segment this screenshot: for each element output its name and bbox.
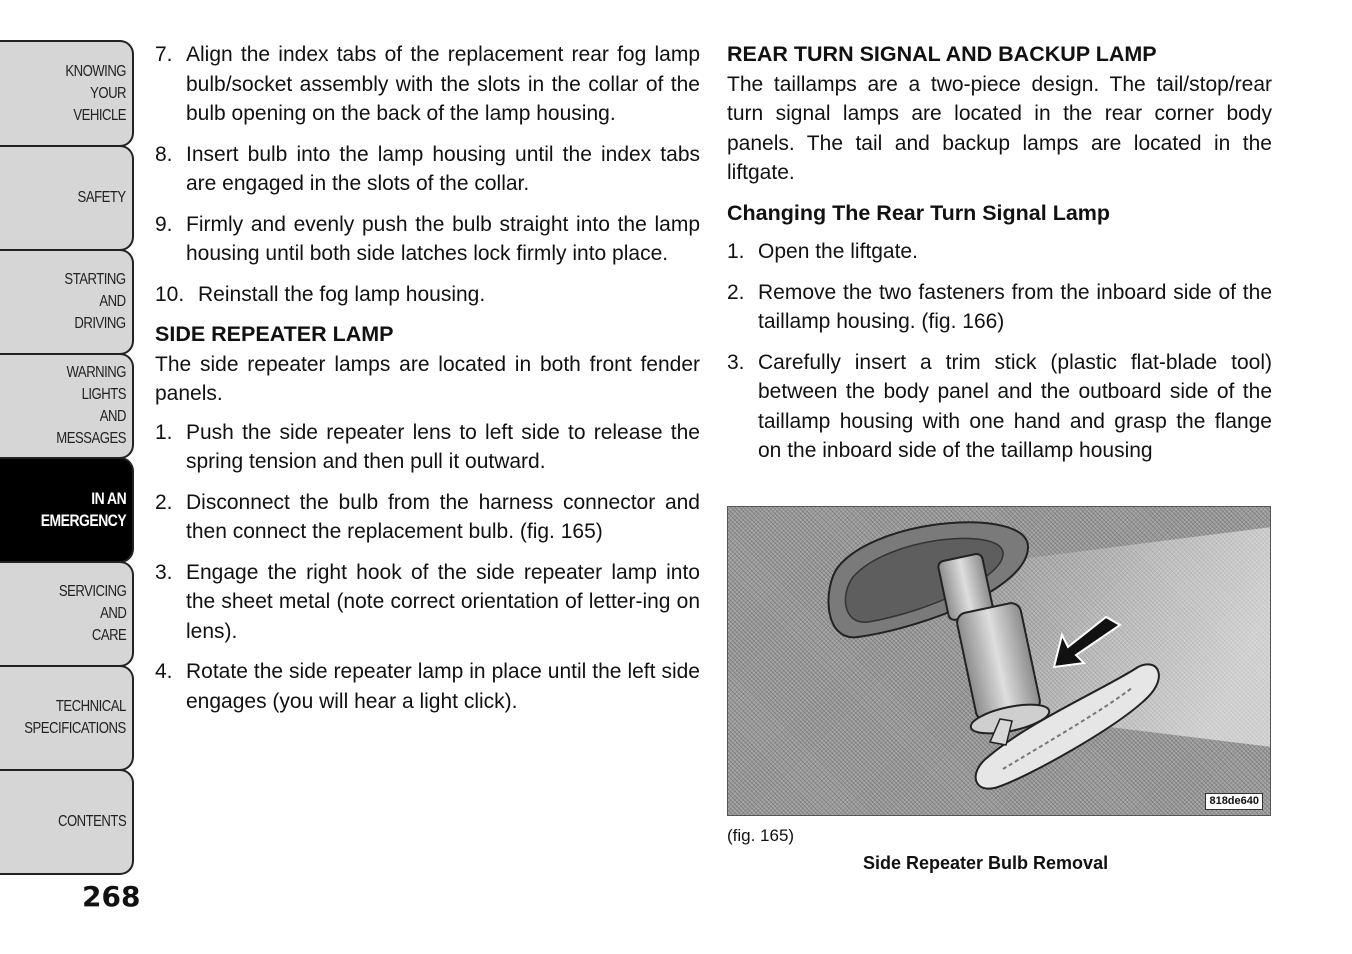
tab-starting-and-driving[interactable] bbox=[0, 249, 134, 355]
step-number: 1. bbox=[155, 420, 173, 444]
step-text: Push the side repeater lens to left side to release the spring tension and then pull it outward. bbox=[186, 420, 700, 473]
figure-code: 818de640 bbox=[1205, 793, 1263, 810]
step-text: Open the liftgate. bbox=[758, 240, 918, 263]
step-number: 1. bbox=[727, 240, 745, 263]
tab-technical-specifications[interactable] bbox=[0, 665, 134, 771]
tab-label: STARTING AND DRIVING bbox=[64, 271, 126, 332]
subheading-changing-rear-turn-signal: Changing The Rear Turn Signal Lamp bbox=[727, 200, 1111, 225]
side-repeater-steps bbox=[155, 418, 700, 717]
rear-turn-signal-intro: The taillamps are a two-piece design. The tail/stop/rear turn signal lamps are located in the rear corner body panels. The tail and backup lamps are located in the liftgate. bbox=[727, 72, 1272, 184]
right-column bbox=[727, 40, 1272, 466]
step-number: 2. bbox=[155, 490, 173, 514]
list-item bbox=[155, 657, 700, 716]
list-item bbox=[155, 558, 700, 647]
tab-servicing-and-care[interactable] bbox=[0, 561, 134, 667]
figure-side-repeater-bulb bbox=[727, 506, 1271, 816]
list-item bbox=[155, 40, 700, 129]
tab-label: WARNING LIGHTS AND MESSAGES bbox=[56, 364, 126, 447]
side-repeater-intro: The side repeater lamps are located in both front fender panels. bbox=[155, 352, 700, 405]
step-number: 8. bbox=[155, 142, 173, 166]
tab-warning-lights[interactable] bbox=[0, 353, 134, 459]
step-number: 7. bbox=[155, 43, 173, 66]
tab-label: KNOWING YOUR VEHICLE bbox=[65, 62, 126, 124]
step-text: Remove the two fasteners from the inboard side of the taillamp housing. (fig. 166) bbox=[758, 280, 1272, 333]
tab-label: SERVICING AND CARE bbox=[58, 583, 126, 644]
tab-contents[interactable] bbox=[0, 769, 134, 875]
list-item bbox=[155, 140, 700, 199]
list-item bbox=[155, 418, 700, 477]
side-repeater-illustration bbox=[728, 507, 1271, 816]
step-number: 9. bbox=[155, 212, 173, 236]
tab-in-an-emergency[interactable] bbox=[0, 457, 134, 563]
tab-safety[interactable] bbox=[0, 145, 134, 251]
fog-lamp-steps bbox=[155, 40, 700, 309]
step-text: Engage the right hook of the side repeater lamp into the sheet metal (note correct orientation of letter-ing on lens). bbox=[186, 560, 700, 643]
step-text: Disconnect the bulb from the harness connector and then connect the replacement bulb. (fig. 165) bbox=[186, 490, 700, 543]
step-number: 3. bbox=[727, 350, 745, 374]
tab-label: SAFETY bbox=[77, 189, 126, 206]
figure-caption: Side Repeater Bulb Removal bbox=[863, 853, 1109, 873]
list-item bbox=[727, 348, 1272, 466]
tab-knowing-your-vehicle[interactable] bbox=[0, 40, 134, 147]
step-text: Rotate the side repeater lamp in place until the left side engages (you will hear a light click). bbox=[186, 660, 700, 713]
list-item bbox=[155, 280, 700, 310]
rear-turn-signal-steps bbox=[727, 237, 1272, 466]
step-text: Align the index tabs of the replacement rear fog lamp bulb/socket assembly with the slots in the collar of the bulb opening on the back of the lamp housing. bbox=[186, 43, 700, 125]
list-item bbox=[727, 237, 1272, 267]
section-heading-rear-turn-signal: REAR TURN SIGNAL AND BACKUP LAMP bbox=[727, 42, 1157, 66]
section-heading-side-repeater: SIDE REPEATER LAMP bbox=[155, 322, 394, 346]
list-item bbox=[155, 210, 700, 269]
step-text: Carefully insert a trim stick (plastic flat-blade tool) between the body panel and the outboard side of the taillamp housing with one hand and grasp the flange on the inboard side of the taillamp housing bbox=[758, 350, 1272, 462]
list-item bbox=[727, 278, 1272, 337]
step-number: 10. bbox=[155, 282, 185, 306]
step-number: 3. bbox=[155, 560, 173, 584]
step-number: 4. bbox=[155, 660, 173, 683]
list-item bbox=[155, 488, 700, 547]
step-text: Firmly and evenly push the bulb straight into the lamp housing until both side latches lock firmly into place. bbox=[186, 212, 700, 265]
step-text: Insert bulb into the lamp housing until the index tabs are engaged in the slots of the collar. bbox=[186, 142, 700, 195]
page-number: 268 bbox=[82, 880, 141, 913]
tab-label: TECHNICAL SPECIFICATIONS bbox=[24, 698, 126, 737]
step-text: Reinstall the fog lamp housing. bbox=[198, 282, 486, 306]
step-number: 2. bbox=[727, 280, 745, 304]
left-column bbox=[155, 40, 700, 716]
figure-reference: (fig. 165) bbox=[727, 826, 795, 845]
tab-label: CONTENTS bbox=[57, 813, 126, 830]
tab-label: IN AN EMERGENCY bbox=[40, 489, 126, 530]
